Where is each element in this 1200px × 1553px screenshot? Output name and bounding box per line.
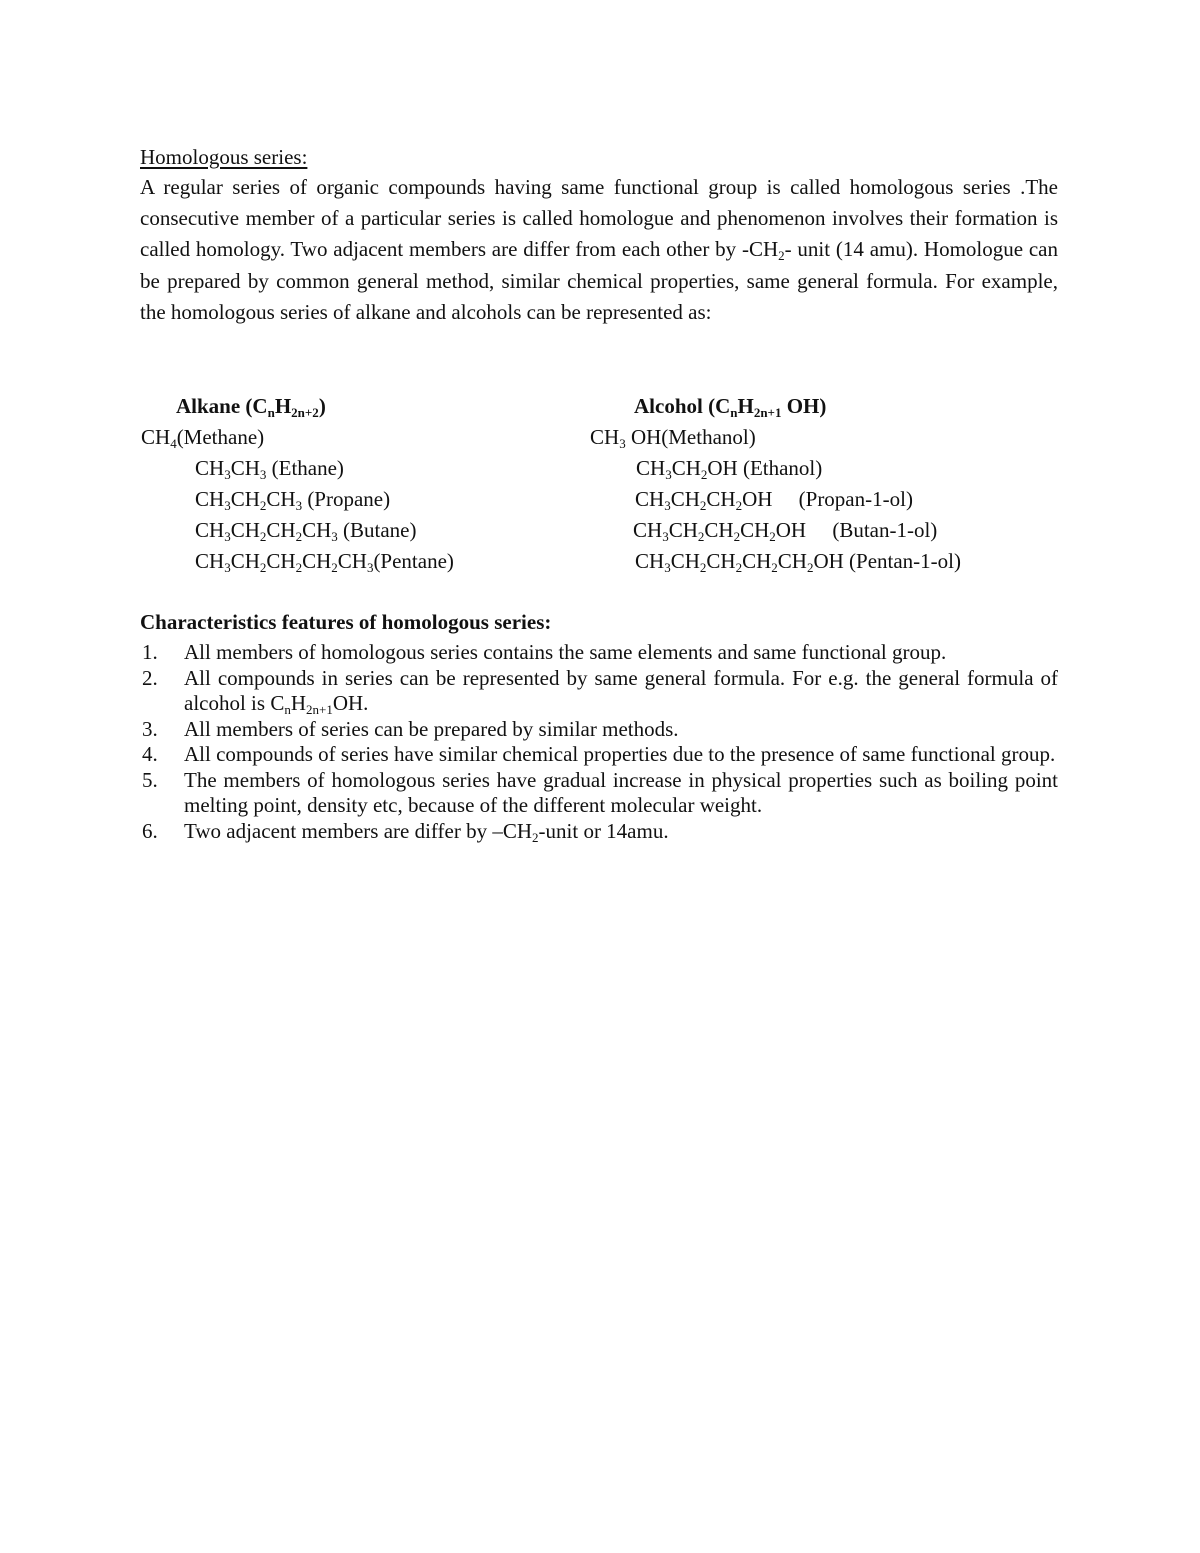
alcohol-row: $CH_3CH_2CH_2OH$ (Propan-1-ol): [635, 487, 913, 513]
alkane-row: $CH_3CH_2CH_2CH_2CH_3(Pentane)$: [195, 549, 454, 575]
intro-text-1: A regular series of organic compounds having same functional group is called homologous series .The consecutive member of a particular series is called homologue and phenomenon involves their formation is called homology. Two adjacent members are differ from each other by -CH: [140, 175, 1058, 262]
list-item: 2. All compounds in series can be represented by same general formula. For e.g. the general formula of alcohol is $C_nH_{2n+1}OH$.: [142, 665, 1058, 717]
list-item-number: 6.: [142, 818, 158, 843]
section-heading: Homologous series:: [140, 145, 308, 169]
alcohol-head-sub: 2n+1: [753, 405, 782, 420]
list-item: 3. All members of series can be prepared by similar methods.: [142, 716, 679, 741]
alkane-head-text: Alkane (C: [176, 394, 268, 418]
list-item: 6. Two adjacent members are differ by $-CH_2$-unit or 14amu.: [142, 818, 669, 845]
list-item-number: 2.: [142, 665, 158, 690]
alcohol-head-sub-n: n: [730, 405, 738, 420]
alkane-head-sub: 2n+2: [291, 405, 319, 420]
intro-text-2: - unit (14 amu). Homologue can be prepared by common general method, similar chemical properties, same general formula. For example, the homologous series of alkane and alcohols can be represented as:: [140, 237, 1059, 324]
characteristics-list: [140, 640, 1058, 844]
alcohol-head-text-h: H: [737, 394, 754, 418]
alcohol-column-heading: [634, 392, 826, 420]
alkane-row: $CH_3CH_2CH_2CH_3$ (Butane): [195, 518, 417, 544]
alcohol-head-close: OH): [781, 394, 827, 418]
alkane-row: $CH_4(Methane)$: [141, 425, 265, 451]
alkane-head-close: ): [318, 394, 326, 418]
alkane-row: $CH_3CH_3$ (Ethane): [195, 456, 344, 482]
list-item: 1. All members of homologous series contains the same elements and same functional group.: [142, 640, 947, 664]
alkane-column-heading: [176, 392, 326, 420]
list-item-number: 5.: [142, 767, 158, 792]
intro-subscript: 2: [778, 248, 785, 264]
list-item-number: 1.: [142, 640, 158, 664]
alkane-row: $CH_3CH_2CH_3$ (Propane): [195, 487, 391, 513]
list-item: 5. The members of homologous series have gradual increase in physical properties such as boiling point melting point, density etc, because of the different molecular weight.: [142, 767, 1058, 817]
alcohol-row: $CH_3CH_2CH_2CH_2OH$ (Butan-1-ol): [633, 518, 938, 544]
list-item-number: 4.: [142, 742, 158, 766]
alcohol-row: $CH_3$ OH(Methanol): [590, 425, 756, 451]
characteristics-title: Characteristics features of homologous series:: [140, 610, 552, 634]
alkane-head-text-h: H: [274, 394, 292, 418]
alkane-head-sub-n: n: [267, 405, 275, 420]
intro-paragraph: [140, 172, 1058, 328]
alcohol-row: $CH_3CH_2CH_2CH_2CH_2OH$ (Pentan-1-ol): [635, 549, 961, 575]
alcohol-row: $CH_3CH_2OH$ (Ethanol): [636, 456, 823, 482]
alcohol-head-text: Alcohol (C: [634, 394, 731, 418]
list-item-number: 3.: [142, 716, 158, 741]
list-item: 4. All compounds of series have similar chemical properties due to the presence of same functional group.: [142, 742, 1056, 766]
